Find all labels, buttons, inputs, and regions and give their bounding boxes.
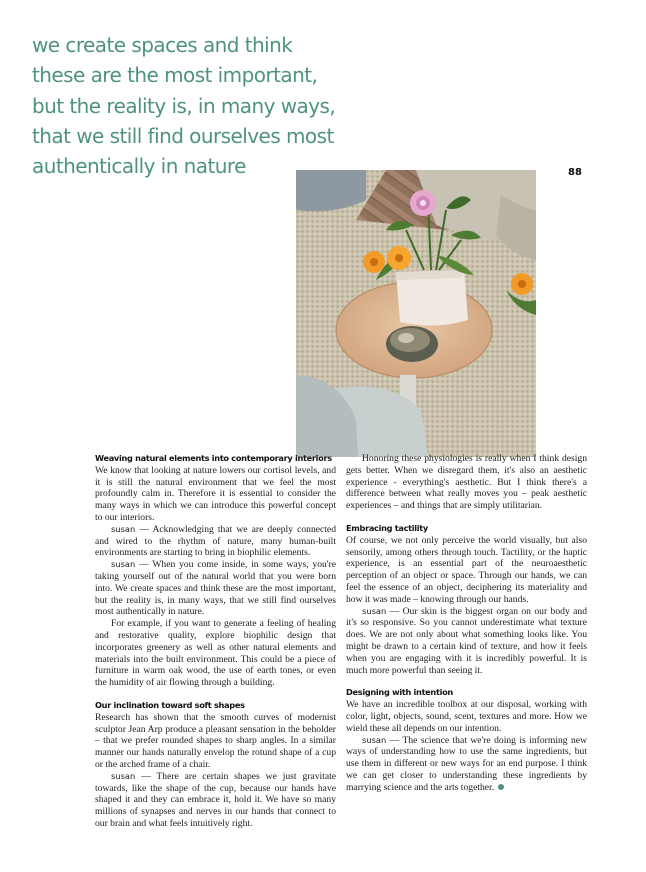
speaker-name: susan [111, 559, 136, 570]
pull-quote-line: but the reality is, in many ways, [32, 93, 336, 118]
speaker-name: susan [362, 734, 387, 745]
paragraph: Of course, we not only perceive the world visually, but also sensorily, among others through touch. Tactility, or the haptic experience, is an essential part of the neuroaesthetic perception of an object or space. Through our hands, we can feel the essence of an object, deciphering its materiality and how it was made – knowing through our hands. [346, 534, 587, 605]
paragraph [346, 735, 587, 794]
paragraph: Research has shown that the smooth curves of modernist sculptor Jean Arp produce a pleasant sensation in the beholder – that we prefer rounded shapes to sharp angles. In a similar manner our hands naturally envelop the rotund shape of a cup or the arched frame of a chair. [95, 711, 336, 770]
page-number: 88 [568, 167, 582, 178]
speaker-name: susan [111, 770, 136, 781]
paragraph: We know that looking at nature lowers our cortisol levels, and it is still the natural environment that we feel the most profoundly calm in. Therefore it is essential to consider the many ways in which we can introduce this powerful concept to our interiors. [95, 464, 336, 523]
paragraph-text: — When you come inside, in some ways, you're taking yourself out of the natural world that you were born into. We create spaces and think these are the most important, but the reality is, in many ways, that we still find ourselves most authentically in nature. [95, 559, 336, 618]
pull-quote-line: that we still find ourselves most [32, 123, 334, 148]
text-column-left [95, 453, 336, 830]
pull-quote-line: we create spaces and think [32, 33, 293, 57]
pull-quote-line: authentically in nature [32, 154, 246, 179]
paragraph [346, 606, 587, 677]
paragraph [95, 524, 336, 559]
text-column-right [346, 453, 587, 794]
paragraph [95, 559, 336, 618]
speaker-name: susan [111, 523, 136, 534]
end-mark-dot [498, 784, 504, 790]
pull-quote [32, 30, 377, 181]
paragraph [95, 771, 336, 830]
section-heading: Embracing tactility [346, 522, 428, 533]
section-heading: Weaving natural elements into contemporary interiors [95, 453, 332, 463]
interior-photo [296, 170, 536, 457]
paragraph-text: — The science that we're doing is informing new ways of understanding how to use the same ingredients, but use them in different or new ways for an end purpose. I think we can get closer to understanding these ingredients by marrying science and the arts together. [346, 734, 587, 793]
section-heading: Our inclination toward soft shapes [95, 699, 245, 710]
paragraph-text: — Our skin is the biggest organ on our body and it's so responsive. So you cannot underestimate what texture does. We are not only about what something looks like. You might be drawn to a certain kind of texture, and how it feels when you are engaging with it is incredibly powerful. It is much more powerful than seeing it. [346, 605, 587, 676]
paragraph: We have an incredible toolbox at our disposal, working with color, light, objects, sound, scent, textures and more. How we wield these all depends on our intention. [346, 699, 587, 734]
pull-quote-line: these are the most important, [32, 63, 318, 88]
paragraph: Honoring these physiologies is really when I think design gets better. When we disregard them, it's also an aesthetic experience - everything's aesthetic. But I think there's a difference between what really moves you – peak aesthetic experiences – and things that are simply utilitarian. [346, 453, 587, 512]
paragraph-text: — There are certain shapes we just gravitate towards, like the shape of the cup, because our hands have shaped it and they can embrace it, hold it. We have so many millions of synapses and nerves in our hands that connect to our brain and what feels intuitively right. [95, 770, 336, 829]
section-heading: Designing with intention [346, 687, 453, 698]
speaker-name: susan [362, 605, 387, 616]
paragraph-text: — Acknowledging that we are deeply connected and wired to the rhythm of nature, many human-built environments are starting to bring in biophilic elements. [95, 523, 336, 559]
paragraph: For example, if you want to generate a feeling of healing and restorative quality, explore biophilic design that incorporates greenery as well as other natural elements and materials into the built environment. This could be a piece of furniture in warm oak wood, the use of earth tones, or even the humidity of air flowing through a building. [95, 618, 336, 689]
